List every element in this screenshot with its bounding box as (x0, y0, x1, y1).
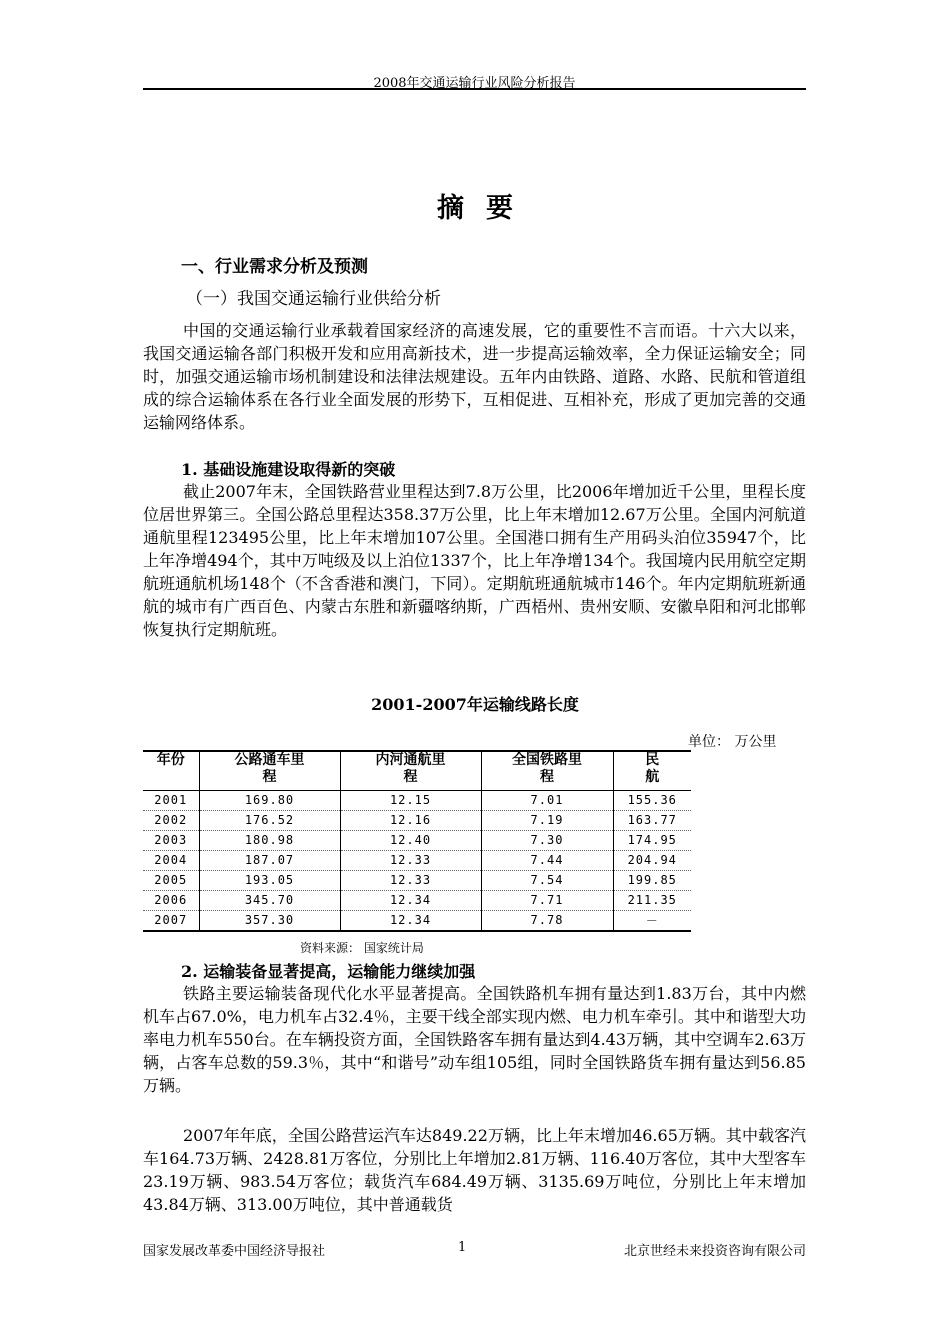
transport-length-table (143, 750, 691, 932)
cell-highway: 357.30 (199, 910, 340, 931)
cell-highway: 193.05 (199, 870, 340, 890)
footer-publisher: 国家发展改革委中国经济导报社 (143, 1244, 326, 1259)
cell-highway: 187.07 (199, 850, 340, 870)
paragraph-infrastructure: 截止2007年末，全国铁路营业里程达到7.8万公里，比2006年增加近千公里，里程长度位居世界第三。全国公路总里程达358.37万公里，比上年末增加12.67万公里。全国内河航道通航里程123495公里，比上年末增加107公里。全国港口拥有生产用码头泊位35947个，比上年净增494个，其中万吨级及以上泊位1337个，比上年净增134个。我国境内民用航空定期航班通航机场148个（不含香港和澳门，下同）。定期航班通航城市146个。年内定期航班新通航的城市有广西百色、内蒙古东胜和新疆喀纳斯，广西梧州、贵州安顺、安徽阜阳和河北邯郸恢复执行定期航班。 (143, 482, 806, 639)
cell-railway: 7.54 (481, 870, 613, 890)
cell-highway: 345.70 (199, 890, 340, 910)
cell-year: 2005 (143, 870, 199, 890)
table-header-aviation-label: 民航 (645, 752, 660, 785)
cell-aviation: 199.85 (613, 870, 691, 890)
table-header-year: 年份 (143, 751, 199, 790)
cell-waterway: 12.33 (340, 870, 481, 890)
cell-aviation: 211.35 (613, 890, 691, 910)
table-header-highway-label: 公路通车里程 (234, 752, 305, 785)
paragraph-railway-equipment: 铁路主要运输装备现代化水平显著提高。全国铁路机车拥有量达到1.83万台，其中内燃机车占67.0%，电力机车占32.4％，主要干线全部实现内燃、电力机车牵引。其中和谐型大功率电力机车550台。在车辆投资方面，全国铁路客车拥有量达到4.43万辆，其中空调车2.63万辆，占客车总数的59.3％，其中“和谐号”动车组105组，同时全国铁路货车拥有量达到56.85万辆。 (143, 984, 806, 1095)
cell-waterway: 12.34 (340, 910, 481, 931)
cell-year: 2002 (143, 810, 199, 830)
cell-aviation: 174.95 (613, 830, 691, 850)
table-row (143, 870, 691, 890)
table-header-highway (199, 751, 340, 790)
cell-railway: 7.19 (481, 810, 613, 830)
cell-year: 2006 (143, 890, 199, 910)
cell-aviation: 155.36 (613, 790, 691, 810)
running-header: 2008年交通运输行业风险分析报告 (373, 76, 576, 91)
table-header-railway-label: 全国铁路里程 (512, 752, 582, 785)
subheading-equipment: 2. 运输装备显著提高，运输能力继续加强 (181, 962, 476, 981)
cell-highway: 176.52 (199, 810, 340, 830)
footer-company: 北京世经未来投资咨询有限公司 (623, 1244, 806, 1259)
paragraph-intro: 中国的交通运输行业承载着国家经济的高速发展，它的重要性不言而语。十六大以来，我国交通运输各部门积极开发和应用高新技术，进一步提高运输效率，全力保证运输安全；同时，加强交通运输市场机制建设和法律法规建设。五年内由铁路、道路、水路、民航和管道组成的综合运输体系在各行业全面发展的形势下，互相促进、互相补充，形成了更加完善的交通运输网络体系。 (143, 321, 806, 432)
table-row (143, 810, 691, 830)
cell-year: 2001 (143, 790, 199, 810)
table-unit: 单位： 万公里 (688, 734, 777, 750)
cell-waterway: 12.33 (340, 850, 481, 870)
cell-highway: 180.98 (199, 830, 340, 850)
cell-waterway: 12.15 (340, 790, 481, 810)
cell-waterway: 12.40 (340, 830, 481, 850)
cell-railway: 7.30 (481, 830, 613, 850)
cell-waterway: 12.16 (340, 810, 481, 830)
cell-waterway: 12.34 (340, 890, 481, 910)
cell-railway: 7.44 (481, 850, 613, 870)
header-rule (143, 88, 806, 90)
cell-railway: 7.78 (481, 910, 613, 931)
page-title: 摘要 (437, 193, 535, 224)
footer-page-number: 1 (458, 1240, 467, 1255)
table-row (143, 910, 691, 931)
table-row (143, 890, 691, 910)
table-header-waterway-label: 内河通航里程 (375, 752, 446, 785)
table-row (143, 790, 691, 810)
cell-railway: 7.01 (481, 790, 613, 810)
paragraph-road-vehicles: 2007年年底，全国公路营运汽车达849.22万辆，比上年末增加46.65万辆。其中载客汽车164.73万辆、2428.81万客位，分别比上年增加2.81万辆、116.40万客位，其中大型客车23.19万辆、983.54万客位；载货汽车684.49万辆、3135.69万吨位，分别比上年末增加43.84万辆、313.00万吨位，其中普通载货 (143, 1126, 806, 1214)
cell-aviation: 204.94 (613, 850, 691, 870)
subheading-infrastructure: 1. 基础设施建设取得新的突破 (181, 460, 396, 479)
cell-aviation: 163.77 (613, 810, 691, 830)
cell-year: 2004 (143, 850, 199, 870)
table-header-railway (481, 751, 613, 790)
subsection-heading: （一）我国交通运输行业供给分析 (186, 289, 441, 309)
table-row (143, 830, 691, 850)
cell-year: 2003 (143, 830, 199, 850)
table-title: 2001-2007年运输线路长度 (371, 695, 579, 714)
table-source: 资料来源： 国家统计局 (300, 941, 424, 955)
cell-year: 2007 (143, 910, 199, 931)
section-heading: 一、行业需求分析及预测 (181, 257, 368, 277)
cell-railway: 7.71 (481, 890, 613, 910)
table-header-waterway (340, 751, 481, 790)
cell-highway: 169.80 (199, 790, 340, 810)
table-row (143, 850, 691, 870)
cell-aviation: － (613, 910, 691, 931)
table-header-aviation (613, 751, 691, 790)
